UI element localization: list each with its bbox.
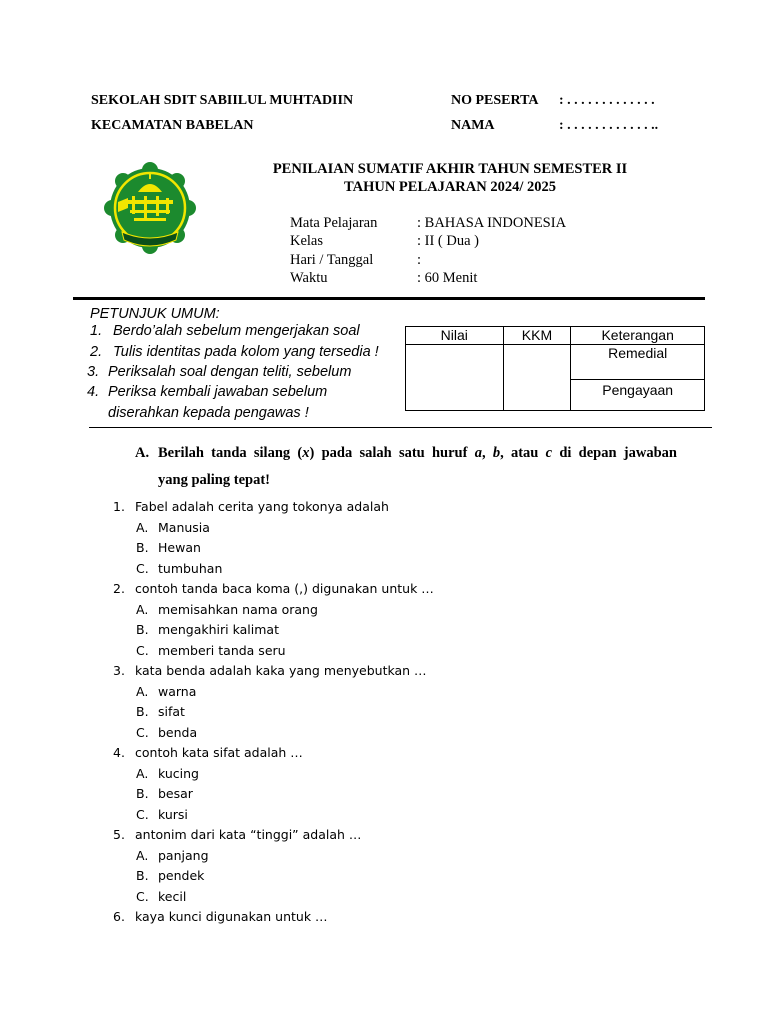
school-logo [94, 158, 206, 258]
option-text: panjang [158, 847, 209, 863]
info-label-date: Hari / Tanggal [290, 252, 374, 268]
section-a-line2: yang paling tepat! [158, 472, 270, 488]
question-number: 4. [113, 745, 125, 760]
header-divider [73, 297, 705, 300]
info-value-time: : 60 Menit [417, 270, 478, 286]
option-letter[interactable]: B. [136, 704, 149, 719]
question-text: Fabel adalah cerita yang tokonya adalah [135, 499, 389, 514]
score-cell-nilai[interactable] [406, 345, 504, 411]
petunjuk-heading: PETUNJUK UMUM: [90, 306, 220, 322]
option-text: tumbuhan [158, 560, 223, 576]
option-text: besar [158, 786, 193, 801]
score-header-keterangan: Keterangan [571, 327, 705, 345]
option-text: Manusia [158, 519, 210, 535]
info-label-time: Waktu [290, 270, 328, 286]
question-text: contoh kata sifat adalah … [135, 745, 303, 760]
sa-part-2: ) pada salah satu huruf [309, 445, 475, 461]
option-text: pendek [158, 868, 205, 883]
option-letter[interactable]: C. [136, 724, 149, 740]
option-text: memisahkan nama orang [158, 601, 318, 617]
petunjuk-item-4: Periksa kembali jawaban sebelum [108, 384, 328, 400]
score-cell-kkm[interactable] [503, 345, 571, 411]
exam-title-line2: TAHUN PELAJARAN 2024/ 2025 [344, 179, 556, 195]
option-letter[interactable]: B. [136, 622, 149, 637]
sa-part-b: b [492, 445, 501, 461]
sa-part-a: a [474, 445, 482, 461]
score-remedial: Remedial [571, 345, 705, 380]
question-number: 2. [113, 581, 125, 596]
no-peserta-label: NO PESERTA [451, 93, 539, 108]
info-value-date: : [417, 252, 422, 268]
petunjuk-num-2: 2. [90, 344, 103, 360]
option-letter[interactable]: A. [136, 519, 149, 535]
option-letter[interactable]: B. [136, 786, 149, 801]
section-a-label: A. [135, 445, 150, 461]
question-number: 5. [113, 827, 125, 842]
info-label-class: Kelas [290, 233, 324, 249]
option-letter[interactable]: B. [136, 540, 149, 555]
option-letter[interactable]: C. [136, 806, 149, 822]
nama-label: NAMA [451, 118, 495, 133]
school-name: SEKOLAH SDIT SABIILUL MUHTADIIN [91, 93, 354, 108]
petunjuk-num-1: 1. [90, 323, 103, 339]
option-letter[interactable]: A. [136, 683, 149, 699]
petunjuk-item-3: Periksalah soal dengan teliti, sebelum [108, 364, 352, 380]
score-pengayaan: Pengayaan [571, 380, 705, 411]
info-value-class: : II ( Dua ) [417, 233, 480, 249]
info-label-subject: Mata Pelajaran [290, 215, 378, 231]
petunjuk-divider [89, 427, 712, 428]
question-text: contoh tanda baca koma (,) digunakan untuk … [135, 581, 434, 596]
score-header-nilai: Nilai [406, 327, 504, 345]
petunjuk-item-4-continued: diserahkan kepada pengawas ! [108, 405, 309, 421]
question-number: 3. [113, 663, 125, 678]
sa-part-x: x [302, 445, 310, 461]
option-letter[interactable]: A. [136, 601, 149, 617]
score-header-kkm: KKM [503, 327, 571, 345]
question-text: kata benda adalah kaka yang menyebutkan … [135, 663, 427, 678]
petunjuk-num-4: 4. [87, 384, 100, 400]
option-text: kursi [158, 806, 188, 822]
option-letter[interactable]: C. [136, 642, 149, 658]
option-letter[interactable]: C. [136, 888, 149, 904]
option-letter[interactable]: C. [136, 560, 149, 576]
option-letter[interactable]: A. [136, 765, 149, 781]
option-text: benda [158, 724, 198, 740]
option-text: kecil [158, 888, 187, 904]
option-text: mengakhiri kalimat [158, 622, 279, 637]
option-text: Hewan [158, 540, 201, 555]
option-text: memberi tanda seru [158, 642, 286, 658]
no-peserta-field: : . . . . . . . . . . . . . [559, 93, 655, 108]
option-letter[interactable]: A. [136, 847, 149, 863]
sa-part-4: , [481, 445, 493, 461]
question-text: antonim dari kata “tinggi” adalah … [135, 827, 362, 842]
question-number: 1. [113, 499, 125, 514]
sa-part-0: Berilah tanda silang ( [158, 445, 303, 461]
sa-part-8: di depan jawaban [552, 445, 677, 461]
district-name: KECAMATAN BABELAN [91, 118, 254, 133]
option-text: kucing [158, 765, 199, 781]
option-letter[interactable]: B. [136, 868, 149, 883]
petunjuk-num-3: 3. [87, 364, 100, 380]
sa-part-6: , atau [500, 445, 546, 461]
question-text: kaya kunci digunakan untuk … [135, 909, 328, 924]
petunjuk-item-1: Berdo’alah sebelum mengerjakan soal [113, 323, 360, 339]
school-logo-emblem [94, 158, 206, 258]
petunjuk-item-2: Tulis identitas pada kolom yang tersedia ! [113, 344, 379, 360]
option-text: warna [158, 683, 197, 699]
option-text: sifat [158, 704, 185, 719]
nama-field: : . . . . . . . . . . . . .. [559, 118, 659, 133]
sa-part-c: c [545, 445, 553, 461]
question-number: 6. [113, 909, 125, 924]
info-value-subject: : BAHASA INDONESIA [417, 215, 567, 231]
exam-title-line1: PENILAIAN SUMATIF AKHIR TAHUN SEMESTER II [272, 161, 628, 177]
section-a-line1 [158, 445, 677, 462]
score-table [405, 326, 705, 411]
